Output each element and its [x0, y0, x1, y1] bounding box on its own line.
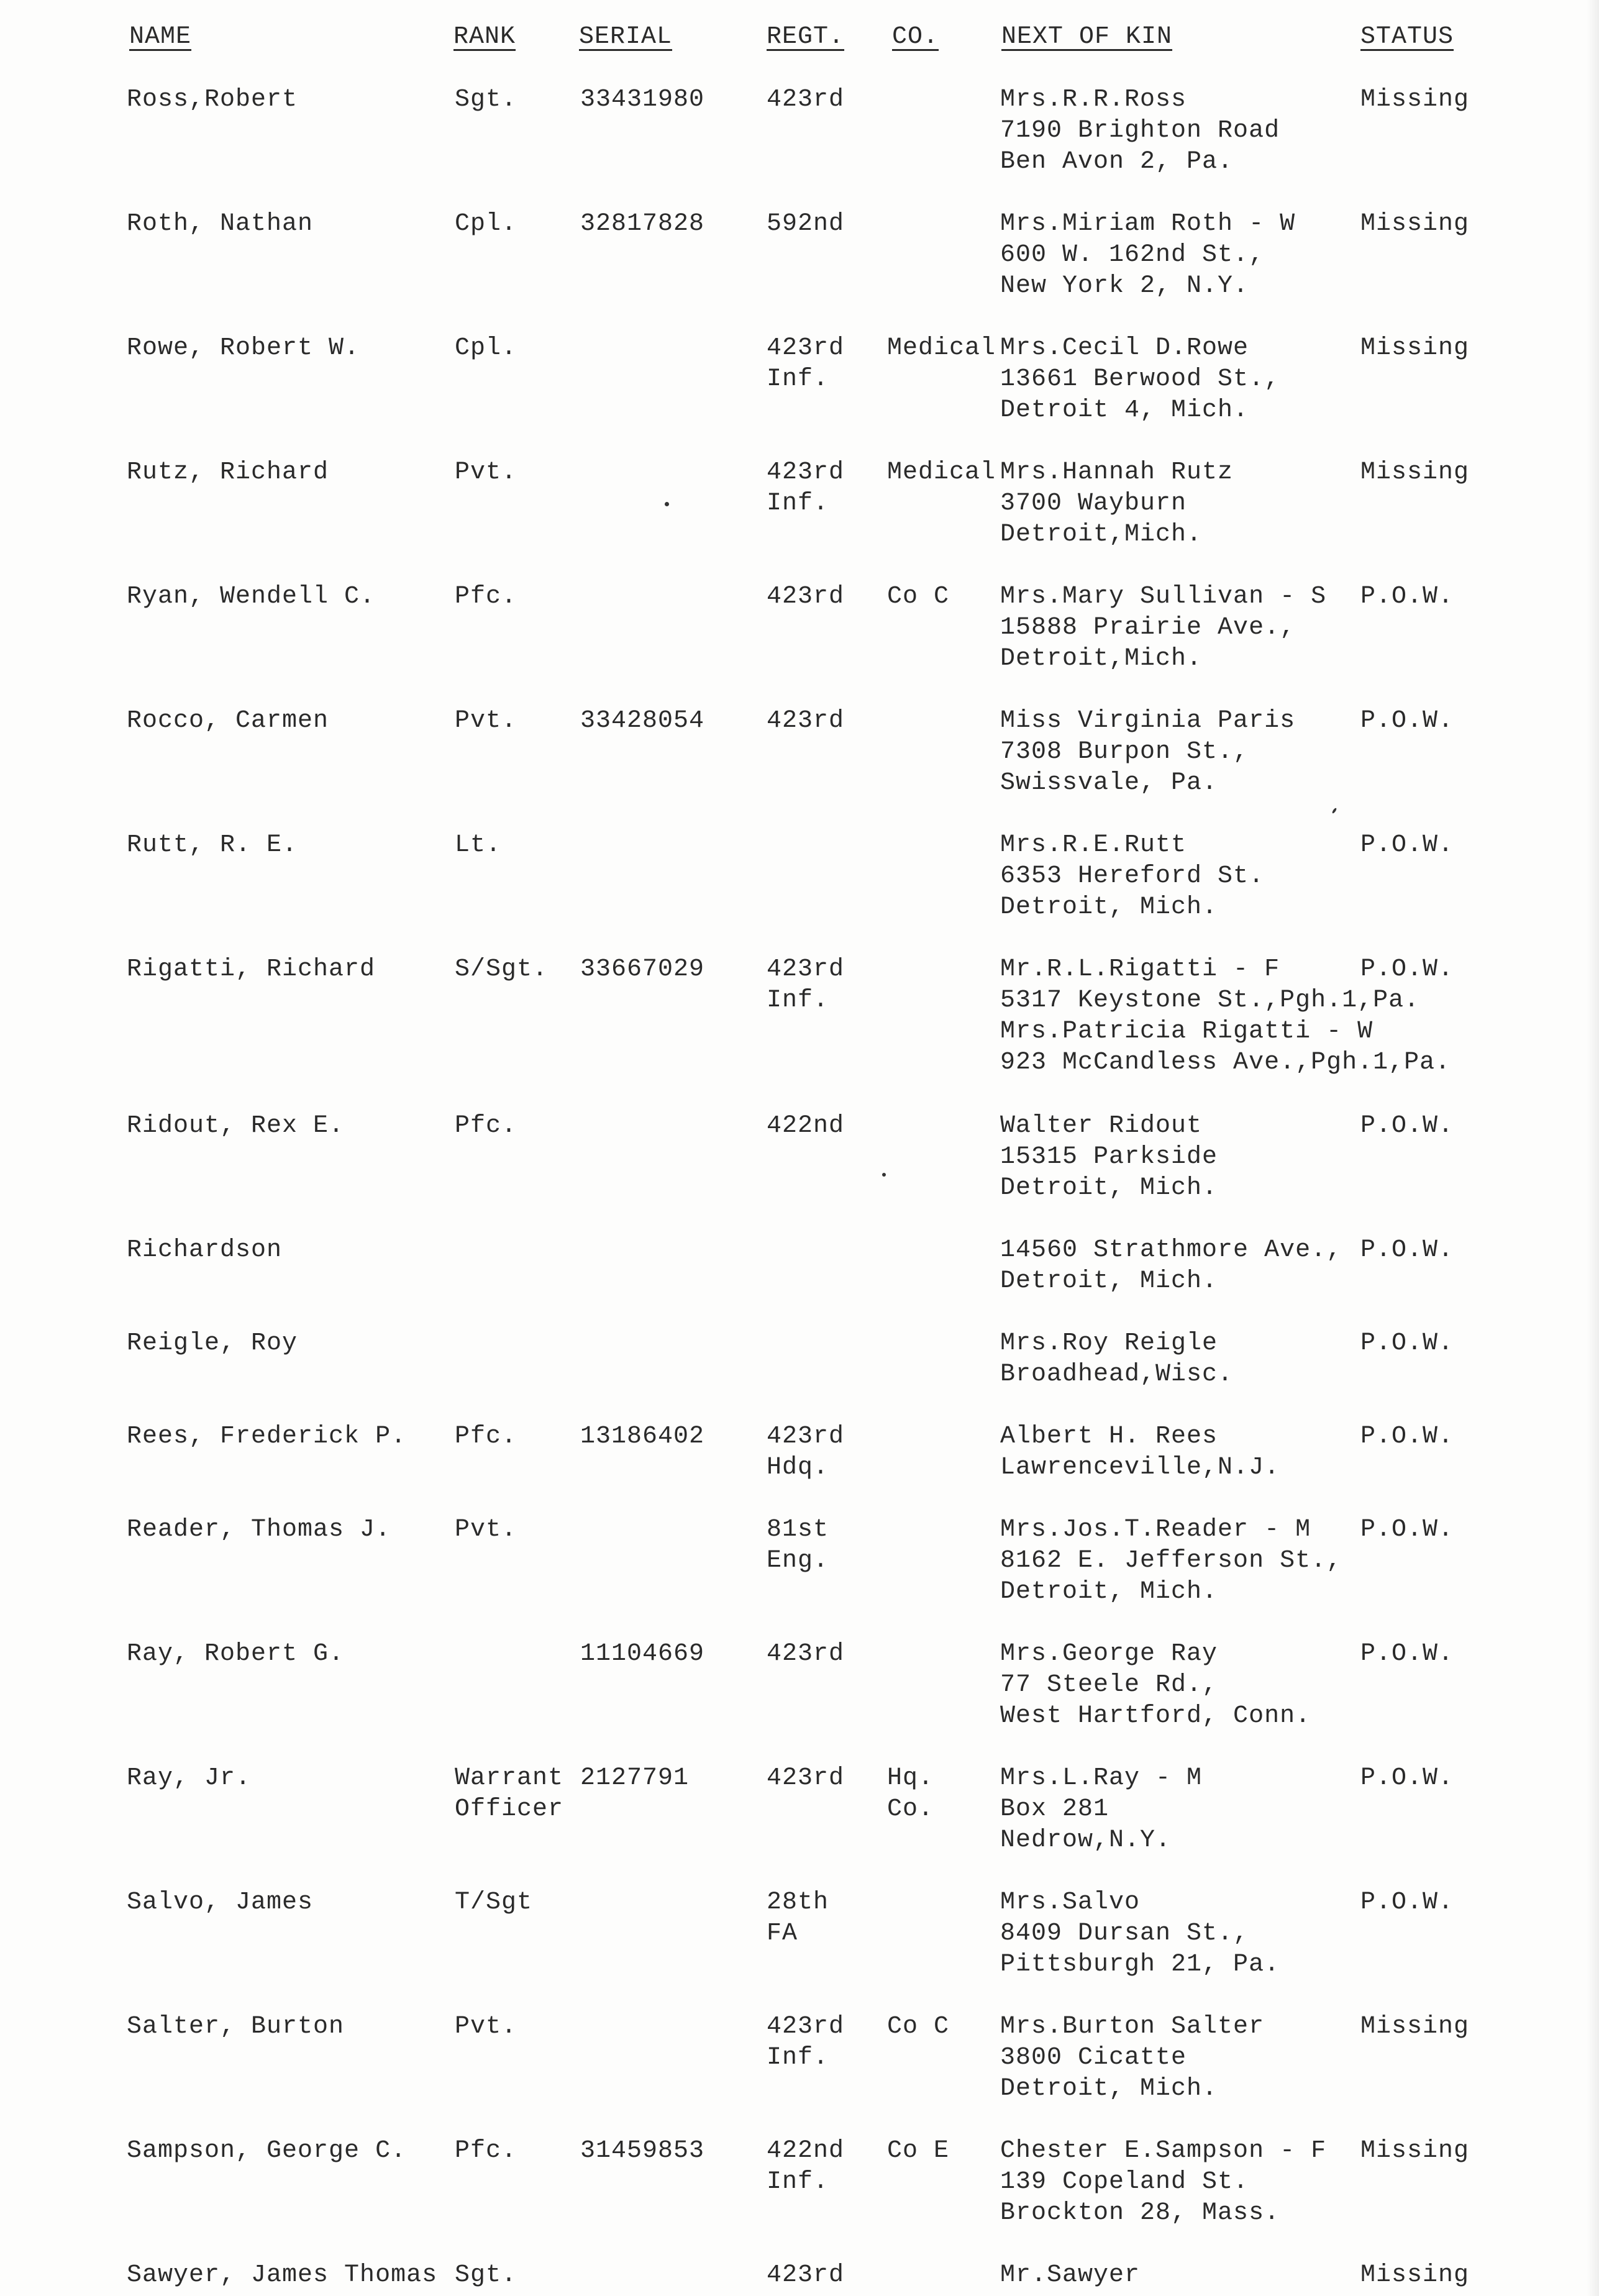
record-status: P.O.W. [1360, 831, 1454, 859]
record-regiment-line: 423rd [767, 1640, 845, 1668]
record-status: Missing [1360, 2013, 1470, 2041]
record-name: Richardson [127, 1236, 283, 1264]
record-rank-line: Sgt. [455, 86, 517, 114]
record-next-of-kin [1000, 333, 1280, 426]
scan-speck [665, 502, 669, 506]
record-rank [455, 2260, 517, 2291]
record-company [887, 457, 996, 488]
record-status: Missing [1360, 458, 1470, 486]
record-company-line: Co C [887, 2013, 950, 2041]
record-next-of-kin-line: Mr.Sawyer [1000, 2261, 1141, 2289]
record-status: P.O.W. [1360, 583, 1454, 611]
record-next-of-kin-line: Chester E.Sampson - F [1000, 2137, 1327, 2165]
record-rank [455, 84, 517, 116]
record-next-of-kin-line: 8162 E. Jefferson St., [1000, 1547, 1342, 1575]
record-name: Ryan, Wendell C. [127, 583, 376, 611]
header-co: CO. [892, 23, 939, 51]
record-serial: 33428054 [580, 707, 705, 735]
record-rank [455, 2011, 517, 2043]
record-status: P.O.W. [1360, 1423, 1454, 1451]
record-regiment [767, 2260, 844, 2291]
record-next-of-kin [1000, 209, 1295, 302]
record-regiment [767, 581, 844, 613]
record-next-of-kin-line: 600 W. 162nd St., [1000, 241, 1265, 269]
record-rank [455, 1111, 517, 1142]
record-name: Rees, Frederick P. [127, 1423, 407, 1451]
record-regiment-line: 423rd [767, 334, 845, 362]
record-regiment-line: Inf. [767, 2044, 829, 2072]
record-next-of-kin-line: Nedrow,N.Y. [1000, 1826, 1172, 1854]
record-rank [455, 457, 517, 488]
record-next-of-kin-line: Lawrenceville,N.J. [1000, 1454, 1280, 1482]
record-next-of-kin-line: 77 Steele Rd., [1000, 1671, 1218, 1699]
record-next-of-kin-line: Mrs.Mary Sullivan - S [1000, 583, 1327, 611]
record-regiment-line: Hdq. [767, 1454, 829, 1482]
record-rank [455, 209, 517, 240]
record-regiment-line: 423rd [767, 2261, 845, 2289]
record-next-of-kin-line: Mrs.Roy Reigle [1000, 1329, 1218, 1357]
record-regiment [767, 84, 844, 116]
record-rank-line: Pfc. [455, 1112, 517, 1140]
record-status: P.O.W. [1360, 1764, 1454, 1792]
record-next-of-kin-line: West Hartford, Conn. [1000, 1702, 1311, 1730]
record-rank [455, 1763, 563, 1825]
record-rank-line: Cpl. [455, 334, 517, 362]
record-next-of-kin-line: 13661 Berwood St., [1000, 365, 1280, 393]
record-next-of-kin-line: Walter Ridout [1000, 1112, 1203, 1140]
record-rank [455, 1421, 517, 1452]
record-next-of-kin-line: 7190 Brighton Road [1000, 117, 1280, 145]
record-rank [455, 830, 501, 861]
record-company-line: Medical [887, 334, 996, 362]
record-rank-line: T/Sgt [455, 1888, 533, 1916]
record-next-of-kin-line: 8409 Dursan St., [1000, 1920, 1249, 1948]
record-company [887, 333, 996, 364]
record-status: P.O.W. [1360, 955, 1454, 983]
record-next-of-kin [1000, 1328, 1233, 1390]
record-serial: 33431980 [580, 86, 705, 114]
record-next-of-kin [1000, 1421, 1280, 1483]
record-next-of-kin [1000, 1515, 1342, 1608]
record-rank-line: Pfc. [455, 2137, 517, 2165]
record-next-of-kin-line: Swissvale, Pa. [1000, 769, 1218, 797]
record-company [887, 581, 949, 613]
record-next-of-kin-line: 3700 Wayburn [1000, 490, 1187, 517]
record-name: Rutt, R. E. [127, 831, 298, 859]
record-regiment [767, 209, 844, 240]
header-regt: REGT. [767, 23, 845, 51]
record-next-of-kin-line: Mrs.Hannah Rutz [1000, 458, 1234, 486]
record-serial: 11104669 [580, 1640, 705, 1668]
record-rank-line: Sgt. [455, 2261, 517, 2289]
record-name: Ross,Robert [127, 86, 298, 114]
scan-speck [1331, 808, 1337, 814]
record-regiment-line: Inf. [767, 2168, 829, 2196]
record-regiment [767, 1887, 829, 1949]
record-next-of-kin [1000, 830, 1264, 923]
record-status: Missing [1360, 334, 1470, 362]
record-serial: 2127791 [580, 1764, 690, 1792]
record-status: P.O.W. [1360, 1516, 1454, 1544]
record-status: P.O.W. [1360, 707, 1454, 735]
column-header-row [0, 19, 1599, 62]
record-status: P.O.W. [1360, 1888, 1454, 1916]
record-next-of-kin-line: Pittsburgh 21, Pa. [1000, 1951, 1280, 1979]
record-rank-line: Lt. [455, 831, 502, 859]
record-company [887, 2011, 949, 2043]
record-regiment [767, 1111, 844, 1142]
record-next-of-kin-line: Mrs.R.E.Rutt [1000, 831, 1187, 859]
record-regiment-line: 423rd [767, 86, 845, 114]
record-company-line: Co E [887, 2137, 950, 2165]
record-next-of-kin [1000, 84, 1280, 178]
record-regiment-line: 423rd [767, 458, 845, 486]
record-next-of-kin-line: Mrs.Miriam Roth - W [1000, 210, 1296, 238]
record-regiment [767, 333, 844, 395]
record-next-of-kin [1000, 1887, 1280, 1980]
record-next-of-kin-line: Mrs.George Ray [1000, 1640, 1218, 1668]
record-rank-line: Officer [455, 1795, 564, 1823]
record-rank-line: Pvt. [455, 458, 517, 486]
record-regiment [767, 1515, 829, 1577]
record-next-of-kin-line: Brockton 28, Mass. [1000, 2199, 1280, 2227]
record-company-line: Co. [887, 1795, 934, 1823]
record-next-of-kin-line: Mrs.Salvo [1000, 1888, 1141, 1916]
record-next-of-kin [1000, 581, 1326, 675]
record-next-of-kin-line: Detroit,Mich. [1000, 645, 1203, 673]
record-regiment [767, 954, 844, 1016]
record-status: P.O.W. [1360, 1236, 1454, 1264]
record-next-of-kin-line: Detroit 4, Mich. [1000, 396, 1249, 424]
record-next-of-kin-line: Albert H. Rees [1000, 1423, 1218, 1451]
record-next-of-kin-line: 5317 Keystone St.,Pgh.1,Pa. [1000, 986, 1420, 1014]
record-next-of-kin-line: Mrs.Jos.T.Reader - M [1000, 1516, 1311, 1544]
record-next-of-kin-line: 6353 Hereford St. [1000, 862, 1265, 890]
record-next-of-kin [1000, 1111, 1218, 1204]
record-name: Rocco, Carmen [127, 707, 329, 735]
record-next-of-kin-line: Miss Virginia Paris [1000, 707, 1296, 735]
record-rank [455, 1887, 532, 1918]
record-next-of-kin-line: Box 281 [1000, 1795, 1109, 1823]
record-status: Missing [1360, 86, 1470, 114]
record-serial: 33667029 [580, 955, 705, 983]
record-status: Missing [1360, 2137, 1470, 2165]
record-rank [455, 706, 517, 737]
record-regiment-line: 423rd [767, 955, 845, 983]
record-name: Ray, Jr. [127, 1764, 252, 1792]
record-regiment-line: Inf. [767, 365, 829, 393]
record-next-of-kin-line: New York 2, N.Y. [1000, 272, 1249, 300]
record-name: Rowe, Robert W. [127, 334, 360, 362]
record-status: P.O.W. [1360, 1112, 1454, 1140]
record-next-of-kin-line: 3800 Cicatte [1000, 2044, 1187, 2072]
record-status: Missing [1360, 2261, 1470, 2289]
record-next-of-kin-line: Mrs.Patricia Rigatti - W [1000, 1018, 1374, 1046]
record-status: Missing [1360, 210, 1470, 238]
record-company [887, 1763, 934, 1825]
record-name: Ridout, Rex E. [127, 1112, 345, 1140]
record-rank [455, 333, 517, 364]
record-next-of-kin [1000, 2260, 1140, 2291]
record-rank-line: Pvt. [455, 1516, 517, 1544]
record-status: P.O.W. [1360, 1640, 1454, 1668]
record-next-of-kin [1000, 706, 1295, 799]
record-next-of-kin [1000, 1639, 1311, 1732]
record-regiment-line: 422nd [767, 2137, 845, 2165]
header-status: STATUS [1360, 23, 1454, 51]
record-rank-line: Pfc. [455, 583, 517, 611]
record-name: Rutz, Richard [127, 458, 329, 486]
record-regiment-line: 81st [767, 1516, 829, 1544]
record-rank-line: Warrant [455, 1764, 564, 1792]
record-rank [455, 1515, 517, 1546]
record-regiment [767, 2011, 844, 2074]
record-next-of-kin [1000, 457, 1233, 550]
record-serial: 31459853 [580, 2137, 705, 2165]
record-regiment [767, 1639, 844, 1670]
record-regiment [767, 2136, 844, 2198]
record-regiment [767, 457, 844, 519]
record-next-of-kin-line: Detroit, Mich. [1000, 893, 1218, 921]
record-rank-line: S/Sgt. [455, 955, 549, 983]
header-name: NAME [129, 23, 192, 51]
record-next-of-kin-line: 15888 Prairie Ave., [1000, 614, 1296, 642]
record-rank [455, 2136, 517, 2167]
record-status: P.O.W. [1360, 1329, 1454, 1357]
record-next-of-kin-line: Mr.R.L.Rigatti - F [1000, 955, 1280, 983]
record-next-of-kin-line: Broadhead,Wisc. [1000, 1360, 1234, 1388]
record-regiment [767, 706, 844, 737]
header-serial: SERIAL [579, 23, 673, 51]
record-regiment-line: 28th [767, 1888, 829, 1916]
header-rank: RANK [453, 23, 516, 51]
record-next-of-kin-line: Detroit, Mich. [1000, 2075, 1218, 2103]
record-next-of-kin [1000, 2136, 1326, 2229]
record-next-of-kin-line: Detroit, Mich. [1000, 1578, 1218, 1606]
record-name: Reigle, Roy [127, 1329, 298, 1357]
record-name: Salter, Burton [127, 2013, 345, 2041]
record-regiment-line: 423rd [767, 2013, 845, 2041]
record-next-of-kin-line: 14560 Strathmore Ave., [1000, 1236, 1342, 1264]
record-rank-line: Pfc. [455, 1423, 517, 1451]
record-regiment-line: 423rd [767, 1764, 845, 1792]
record-next-of-kin-line: Mrs.R.R.Ross [1000, 86, 1187, 114]
record-regiment-line: 592nd [767, 210, 845, 238]
record-next-of-kin-line: Mrs.Cecil D.Rowe [1000, 334, 1249, 362]
record-next-of-kin-line: Ben Avon 2, Pa. [1000, 148, 1234, 176]
record-rank [455, 581, 517, 613]
record-next-of-kin-line: Detroit,Mich. [1000, 521, 1203, 549]
record-regiment-line: 423rd [767, 1423, 845, 1451]
record-company-line: Co C [887, 583, 950, 611]
record-next-of-kin-line: Detroit, Mich. [1000, 1174, 1218, 1202]
record-company-line: Hq. [887, 1764, 934, 1792]
record-regiment-line: Eng. [767, 1547, 829, 1575]
record-name: Sawyer, James Thomas [127, 2261, 438, 2289]
page-edge-shadow [1587, 0, 1599, 2296]
record-next-of-kin-line: 923 McCandless Ave.,Pgh.1,Pa. [1000, 1049, 1451, 1077]
scan-speck [882, 1173, 886, 1177]
record-name: Salvo, James [127, 1888, 314, 1916]
record-name: Ray, Robert G. [127, 1640, 345, 1668]
record-name: Reader, Thomas J. [127, 1516, 391, 1544]
record-next-of-kin [1000, 1763, 1202, 1856]
record-regiment-line: 422nd [767, 1112, 845, 1140]
record-regiment-line: FA [767, 1920, 798, 1948]
record-name: Sampson, George C. [127, 2137, 407, 2165]
record-serial: 32817828 [580, 210, 705, 238]
record-rank-line: Pvt. [455, 707, 517, 735]
record-regiment-line: 423rd [767, 583, 845, 611]
record-rank-line: Pvt. [455, 2013, 517, 2041]
record-next-of-kin [1000, 2011, 1264, 2105]
record-next-of-kin-line: 139 Copeland St. [1000, 2168, 1249, 2196]
record-next-of-kin-line: Mrs.Burton Salter [1000, 2013, 1265, 2041]
record-next-of-kin-line: 7308 Burpon St., [1000, 738, 1249, 766]
record-company-line: Medical [887, 458, 996, 486]
record-regiment [767, 1763, 844, 1794]
header-next-of-kin: NEXT OF KIN [1001, 23, 1173, 51]
record-next-of-kin-line: 15315 Parkside [1000, 1143, 1218, 1171]
record-regiment-line: Inf. [767, 490, 829, 517]
record-name: Roth, Nathan [127, 210, 314, 238]
record-company [887, 2136, 949, 2167]
record-regiment-line: Inf. [767, 986, 829, 1014]
record-next-of-kin [1000, 1235, 1342, 1297]
record-serial: 13186402 [580, 1423, 705, 1451]
record-rank-line: Cpl. [455, 210, 517, 238]
record-regiment-line: 423rd [767, 707, 845, 735]
record-regiment [767, 1421, 844, 1483]
record-rank [455, 954, 548, 985]
record-next-of-kin-line: Mrs.L.Ray - M [1000, 1764, 1203, 1792]
record-name: Rigatti, Richard [127, 955, 376, 983]
record-next-of-kin-line: Detroit, Mich. [1000, 1267, 1218, 1295]
